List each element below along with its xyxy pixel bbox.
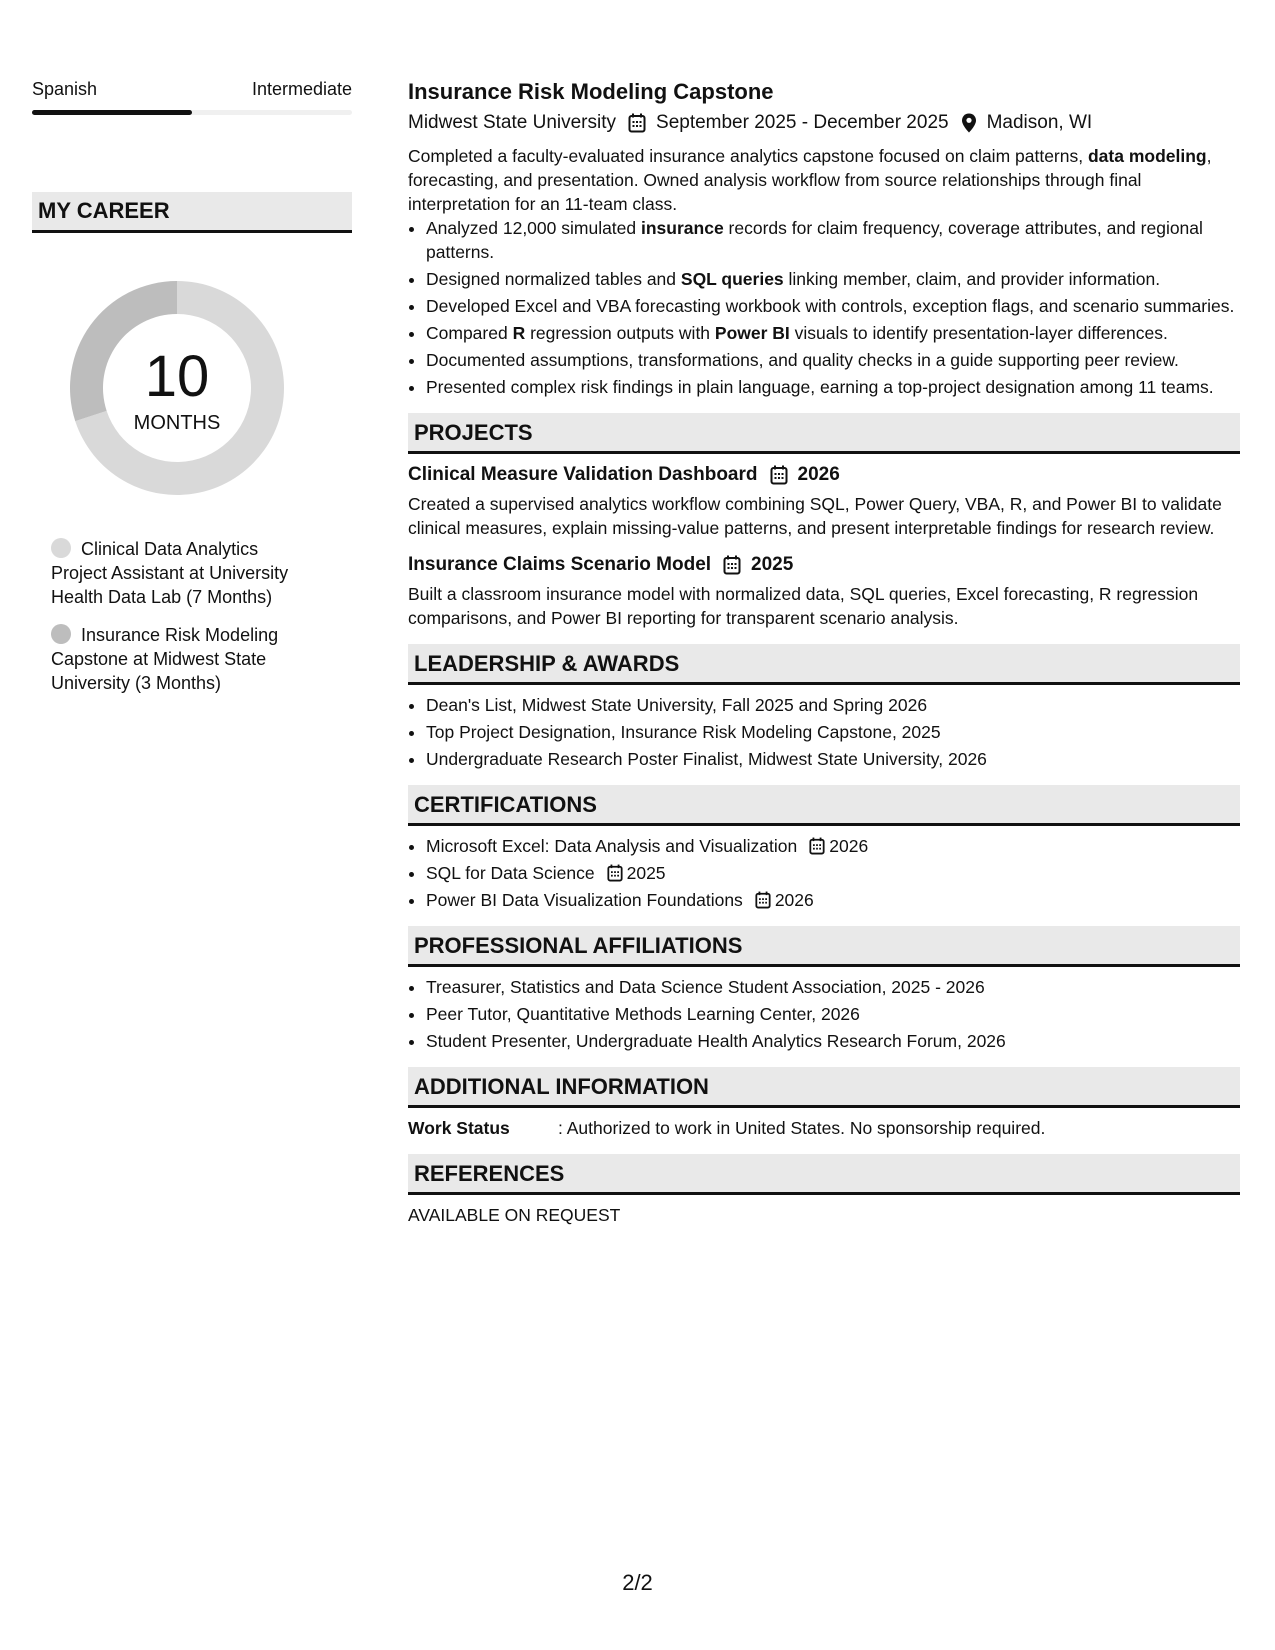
calendar-icon [607, 864, 623, 882]
page-number: 2/2 [622, 1570, 653, 1595]
experience-bullet: • Presented complex risk findings in plain language, earning a top-project designation among 11 teams. [426, 375, 1240, 399]
career-legend-item [51, 537, 311, 609]
experience-bullet: • Compared R regression outputs with Power BI visuals to identify presentation-layer differences. [426, 321, 1240, 345]
location-pin-icon [961, 113, 977, 133]
language-proficiency-fill [32, 110, 192, 115]
career-legend [32, 537, 352, 695]
project-item [408, 552, 1240, 630]
career-donut-chart [64, 275, 290, 501]
certification-year: 2025 [626, 863, 666, 883]
affiliation-item: • Peer Tutor, Quantitative Methods Learning Center, 2026 [426, 1002, 1240, 1026]
experience-bullet: • Designed normalized tables and SQL queries linking member, claim, and provider information. [426, 267, 1240, 291]
affiliations-heading: PROFESSIONAL AFFILIATIONS [408, 926, 1240, 967]
affiliations-list [408, 975, 1240, 1053]
project-description: Built a classroom insurance model with normalized data, SQL queries, Excel forecasting, R regression comparisons, and Power BI reporting for transparent scenario analysis. [408, 584, 1199, 628]
sidebar [32, 78, 352, 709]
project-title: Insurance Claims Scenario Model 2025 [408, 552, 1240, 578]
certification-item: • Microsoft Excel: Data Analysis and Visualization 2026 [426, 834, 1240, 858]
certifications-list [408, 834, 1240, 912]
work-status-row [408, 1116, 1240, 1140]
experience-bullet: • Documented assumptions, transformations, and quality checks in a guide supporting peer review. [426, 348, 1240, 372]
leadership-item: • Undergraduate Research Poster Finalist, Midwest State University, 2026 [426, 747, 1240, 771]
certification-item: • SQL for Data Science 2025 [426, 861, 1240, 885]
experience-bullet: • Developed Excel and VBA forecasting workbook with controls, exception flags, and scenario summaries. [426, 294, 1240, 318]
career-legend-text: Clinical Data Analytics Project Assistant at University Health Data Lab (7 Months) [51, 539, 289, 607]
experience-meta [408, 110, 1240, 136]
references-text: AVAILABLE ON REQUEST [408, 1205, 621, 1225]
career-total-unit: MONTHS [133, 412, 221, 434]
work-status-value: : Authorized to work in United States. No sponsorship required. [558, 1118, 1046, 1138]
experience-bullets [408, 216, 1240, 399]
main-content [408, 78, 1240, 1227]
career-legend-text: Insurance Risk Modeling Capstone at Midwest State University (3 Months) [51, 625, 279, 693]
career-legend-item [51, 623, 311, 695]
projects-heading: PROJECTS [408, 413, 1240, 454]
career-heading: MY CAREER [32, 192, 352, 233]
experience-description: Completed a faculty-evaluated insurance analytics capstone focused on claim patterns, data modeling, forecasting, and presentation. Owned analysis workflow from source relationships through final interpretation for an 11-team class. [408, 146, 1212, 214]
certification-item: • Power BI Data Visualization Foundations 2026 [426, 888, 1240, 912]
language-level: Intermediate [251, 79, 352, 99]
leadership-item: • Dean's List, Midwest State University, Fall 2025 and Spring 2026 [426, 693, 1240, 717]
calendar-icon [809, 837, 825, 855]
project-title: Clinical Measure Validation Dashboard 2026 [408, 462, 1240, 488]
certifications-heading: CERTIFICATIONS [408, 785, 1240, 826]
additional-info-heading: ADDITIONAL INFORMATION [408, 1067, 1240, 1108]
legend-dot-icon [51, 624, 71, 644]
language-row [32, 78, 352, 100]
experience-location: Madison, WI [986, 112, 1093, 133]
references-heading: REFERENCES [408, 1154, 1240, 1195]
project-year: 2025 [751, 554, 794, 575]
experience-org: Midwest State University [408, 112, 617, 133]
calendar-icon [628, 113, 646, 133]
affiliation-item: • Treasurer, Statistics and Data Science Student Association, 2025 - 2026 [426, 975, 1240, 999]
legend-dot-icon [51, 538, 71, 558]
certification-year: 2026 [774, 890, 814, 910]
project-year: 2026 [797, 464, 840, 485]
certification-year: 2026 [829, 836, 869, 856]
calendar-icon [755, 891, 771, 909]
career-total-months: 10 [144, 344, 210, 409]
experience-title: Insurance Risk Modeling Capstone [408, 79, 774, 104]
leadership-list [408, 693, 1240, 771]
project-description: Created a supervised analytics workflow combining SQL, Power Query, VBA, R, and Power BI to validate clinical measures, explain missing-value patterns, and present interpretable findings for research review. [408, 494, 1222, 538]
language-name: Spanish [32, 79, 98, 99]
affiliation-item: • Student Presenter, Undergraduate Health Analytics Research Forum, 2026 [426, 1029, 1240, 1053]
language-proficiency-bar [32, 110, 352, 115]
calendar-icon [723, 555, 741, 575]
leadership-item: • Top Project Designation, Insurance Risk Modeling Capstone, 2025 [426, 720, 1240, 744]
project-item [408, 462, 1240, 540]
work-status-label: Work Status [408, 1118, 510, 1138]
leadership-heading: LEADERSHIP & AWARDS [408, 644, 1240, 685]
calendar-icon [770, 465, 788, 485]
experience-bullet: • Analyzed 12,000 simulated insurance records for claim frequency, coverage attributes, and regional patterns. [426, 216, 1240, 264]
experience-dates: September 2025 - December 2025 [656, 112, 949, 133]
